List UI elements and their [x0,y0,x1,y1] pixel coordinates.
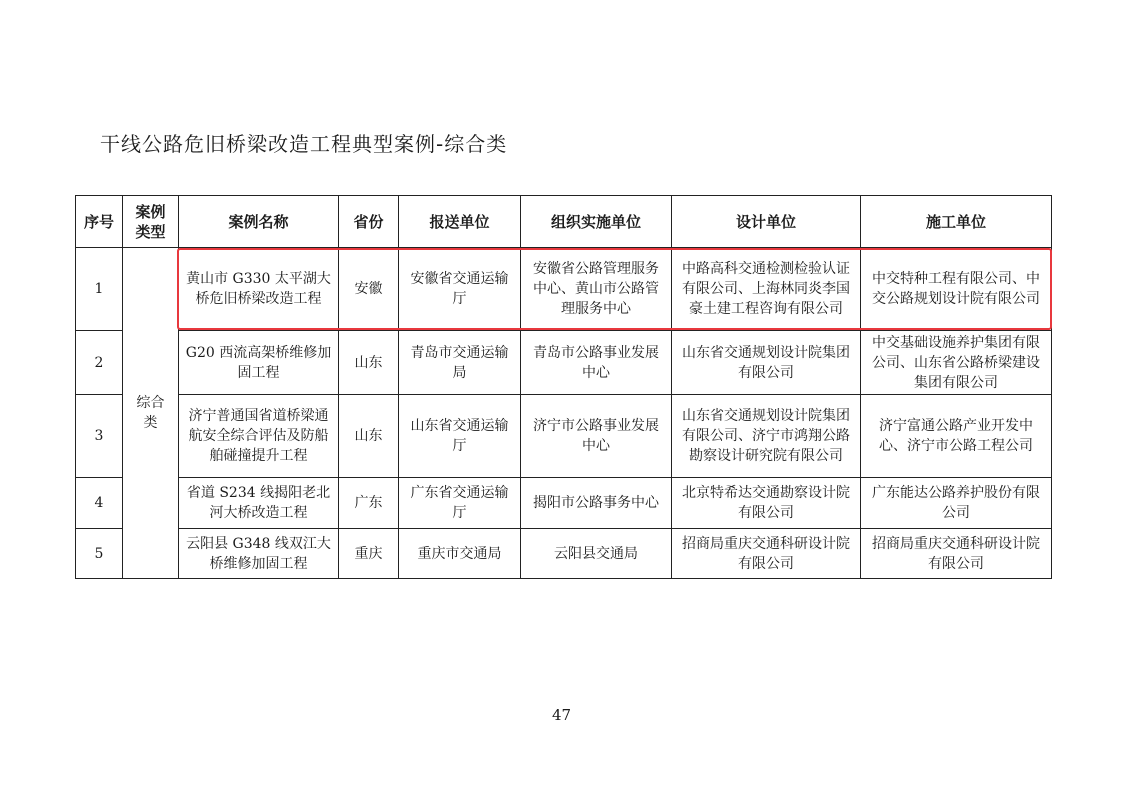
header-constructor: 施工单位 [861,196,1052,248]
cell-index: 4 [76,478,123,529]
cell-submitter: 重庆市交通局 [399,529,521,579]
cell-organizer: 安徽省公路管理服务中心、黄山市公路管理服务中心 [521,248,672,331]
cell-organizer: 济宁市公路事业发展中心 [521,395,672,478]
cell-designer: 北京特希达交通勘察设计院有限公司 [672,478,861,529]
cell-designer: 山东省交通规划设计院集团有限公司 [672,331,861,395]
header-province: 省份 [339,196,399,248]
cell-type-label: 综合类 [136,395,165,431]
cell-constructor: 招商局重庆交通科研设计院有限公司 [861,529,1052,579]
page-title: 干线公路危旧桥梁改造工程典型案例-综合类 [100,132,508,156]
header-type-label: 案例类型 [135,202,166,241]
cell-submitter: 山东省交通运输厅 [399,395,521,478]
table-row [76,529,1052,579]
cell-designer: 招商局重庆交通科研设计院有限公司 [672,529,861,579]
cell-submitter: 青岛市交通运输局 [399,331,521,395]
cell-constructor: 济宁富通公路产业开发中心、济宁市公路工程公司 [861,395,1052,478]
cell-organizer: 云阳县交通局 [521,529,672,579]
cell-constructor: 中交基础设施养护集团有限公司、山东省公路桥梁建设集团有限公司 [861,331,1052,395]
cell-index: 2 [76,331,123,395]
cell-province: 山东 [339,395,399,478]
cell-index: 3 [76,395,123,478]
cell-submitter: 安徽省交通运输厅 [399,248,521,331]
table-row [76,331,1052,395]
header-type [123,196,179,248]
cell-constructor: 广东能达公路养护股份有限公司 [861,478,1052,529]
cell-organizer: 揭阳市公路事务中心 [521,478,672,529]
cell-province: 安徽 [339,248,399,331]
header-index: 序号 [76,196,123,248]
cell-province: 广东 [339,478,399,529]
cases-table [75,195,1052,579]
cell-constructor: 中交特种工程有限公司、中交公路规划设计院有限公司 [861,248,1052,331]
cell-province: 山东 [339,331,399,395]
cell-name: 省道 S234 线揭阳老北河大桥改造工程 [179,478,339,529]
cell-designer: 山东省交通规划设计院集团有限公司、济宁市鸿翔公路勘察设计研究院有限公司 [672,395,861,478]
cell-type [123,248,179,579]
table-row [76,395,1052,478]
cell-province: 重庆 [339,529,399,579]
cell-submitter: 广东省交通运输厅 [399,478,521,529]
cell-organizer: 青岛市公路事业发展中心 [521,331,672,395]
header-name: 案例名称 [179,196,339,248]
cell-index: 5 [76,529,123,579]
cell-name: 黄山市 G330 太平湖大桥危旧桥梁改造工程 [179,248,339,331]
cell-designer: 中路高科交通检测检验认证有限公司、上海林同炎李国豪土建工程咨询有限公司 [672,248,861,331]
page-number: 47 [551,706,572,724]
header-organizer: 组织实施单位 [521,196,672,248]
header-designer: 设计单位 [672,196,861,248]
table-row [76,478,1052,529]
cell-index: 1 [76,248,123,331]
table-header-row [76,196,1052,248]
cell-name: G20 西流高架桥维修加固工程 [179,331,339,395]
cell-name: 云阳县 G348 线双江大桥维修加固工程 [179,529,339,579]
cell-name: 济宁普通国省道桥梁通航安全综合评估及防船舶碰撞提升工程 [179,395,339,478]
table-row [76,248,1052,331]
header-submitter: 报送单位 [399,196,521,248]
